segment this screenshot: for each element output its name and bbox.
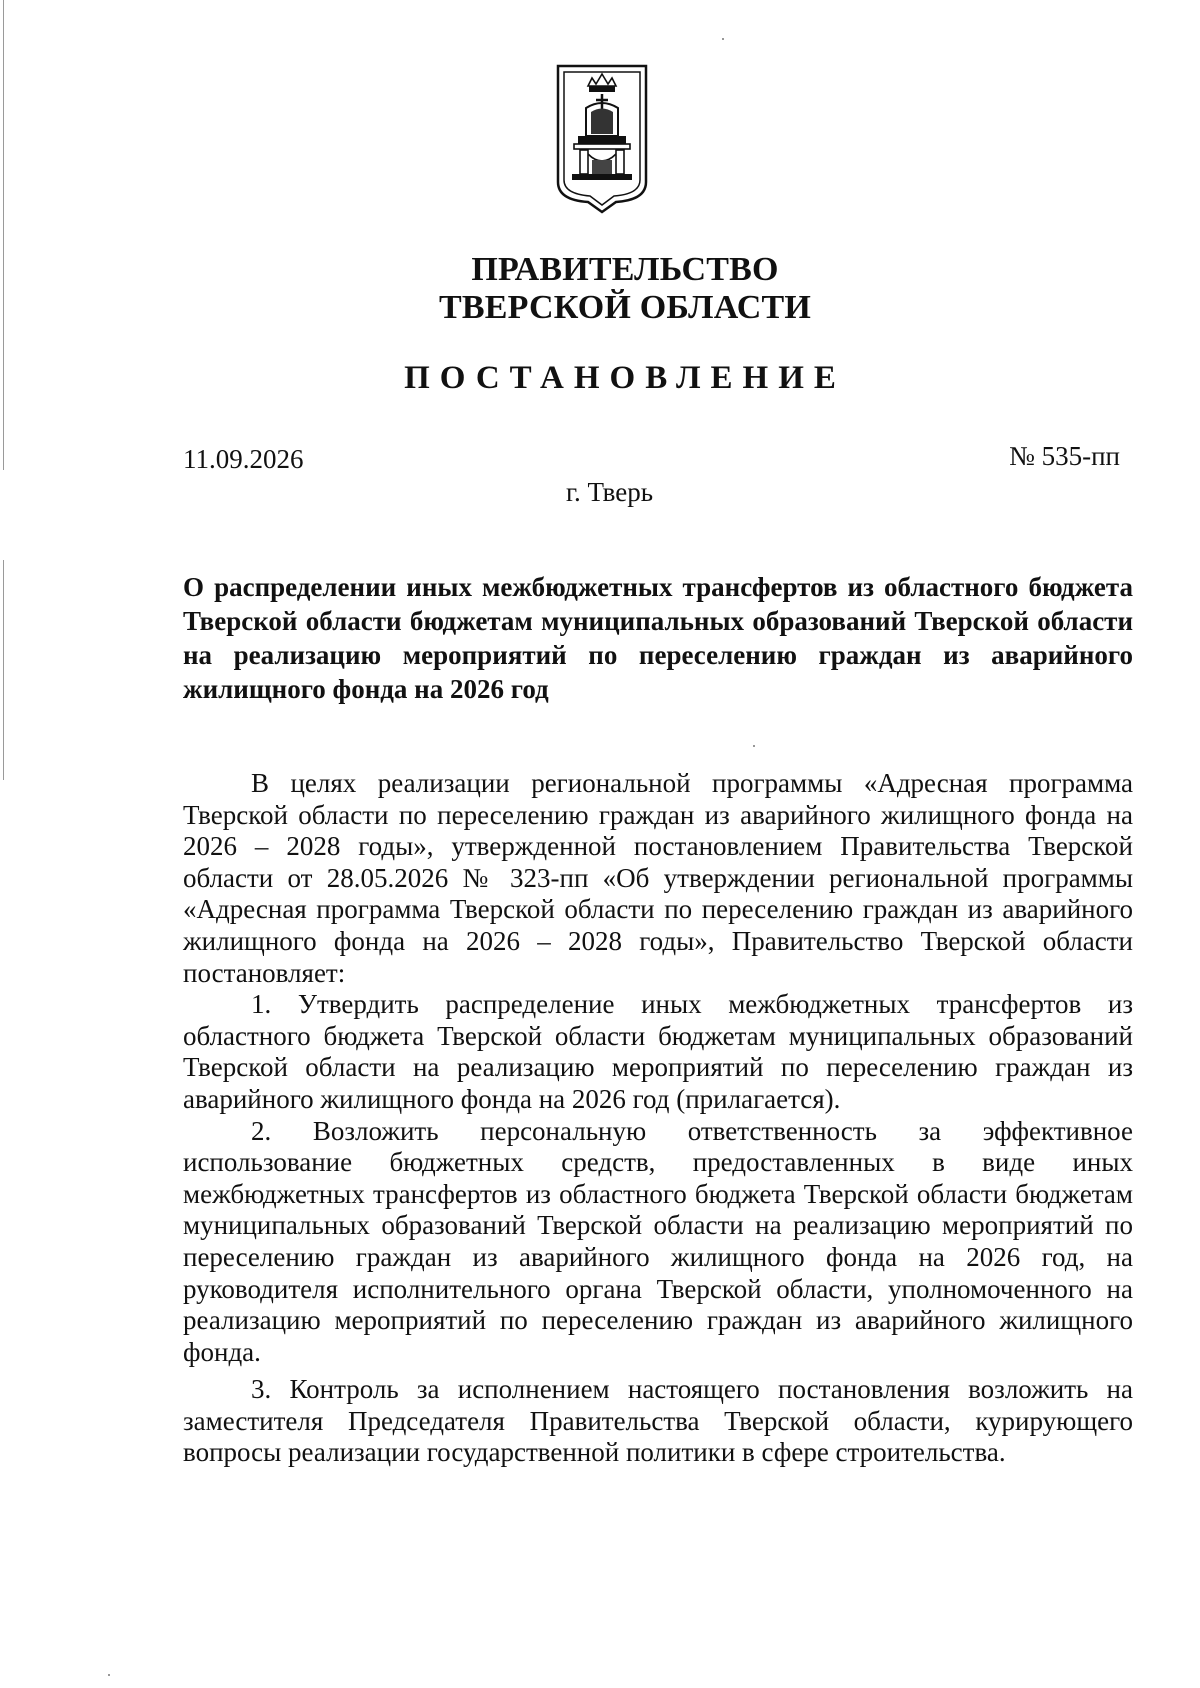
org-name-line-1: ПРАВИТЕЛЬСТВО <box>471 251 779 288</box>
document-body <box>183 768 1133 1469</box>
document-city: г. Тверь <box>566 477 654 507</box>
scan-speck <box>108 1674 110 1676</box>
document-date: 11.09.2026 <box>183 444 304 474</box>
scan-speck <box>722 38 724 40</box>
coat-of-arms-emblem <box>556 64 648 214</box>
scan-speck <box>753 745 755 747</box>
org-name-line-2: ТВЕРСКОЙ ОБЛАСТИ <box>438 289 812 326</box>
document-type-title: ПОСТАНОВЛЕНИЕ <box>404 360 846 396</box>
scan-edge-line <box>3 560 4 780</box>
document-subject: О распределении иных межбюджетных трансфертов из областного бюджета Тверской области бюджетам муниципальных образований Тверской области на реализацию мероприятий по переселению граждан из аварийного жилищного фонда на 2026 год <box>183 572 1133 704</box>
clause-1: 1. Утвердить распределение иных межбюджетных трансфертов из областного бюджета Тверской области бюджетам муниципальных образований Тверской области на реализацию мероприятий по переселению граждан из аварийного жилищного фонда на 2026 год (прилагается). <box>183 989 1133 1114</box>
clause-2: 2. Возложить персональную ответственность за эффективное использование бюджетных средств, предоставленных в виде иных межбюджетных трансфертов из областного бюджета Тверской области бюджетам муниципальных образований Тверской области на реализацию мероприятий по переселению граждан из аварийного жилищного фонда на 2026 год, на руководителя исполнительного органа Тверской области, уполномоченного на реализацию мероприятий по переселению граждан из аварийного жилищного фонда. <box>183 1115 1133 1367</box>
clause-3: 3. Контроль за исполнением настоящего постановления возложить на заместителя Председателя Правительства Тверской области, курирующего вопросы реализации государственной политики в сфере строительства. <box>183 1374 1133 1468</box>
document-number: № 535-пп <box>1009 441 1120 471</box>
preamble-paragraph: В целях реализации региональной программы «Адресная программа Тверской области по переселению граждан из аварийного жилищного фонда на 2026 – 2028 годы», утвержденной постановлением Правительства Тверской области от 28.05.2026 № 323-пп «Об утверждении региональной программы «Адресная программа Тверской области по переселению граждан из аварийного жилищного фонда на 2026 – 2028 годы», Правительство Тверской области постановляет: <box>183 768 1133 988</box>
scan-edge-line <box>3 0 4 470</box>
